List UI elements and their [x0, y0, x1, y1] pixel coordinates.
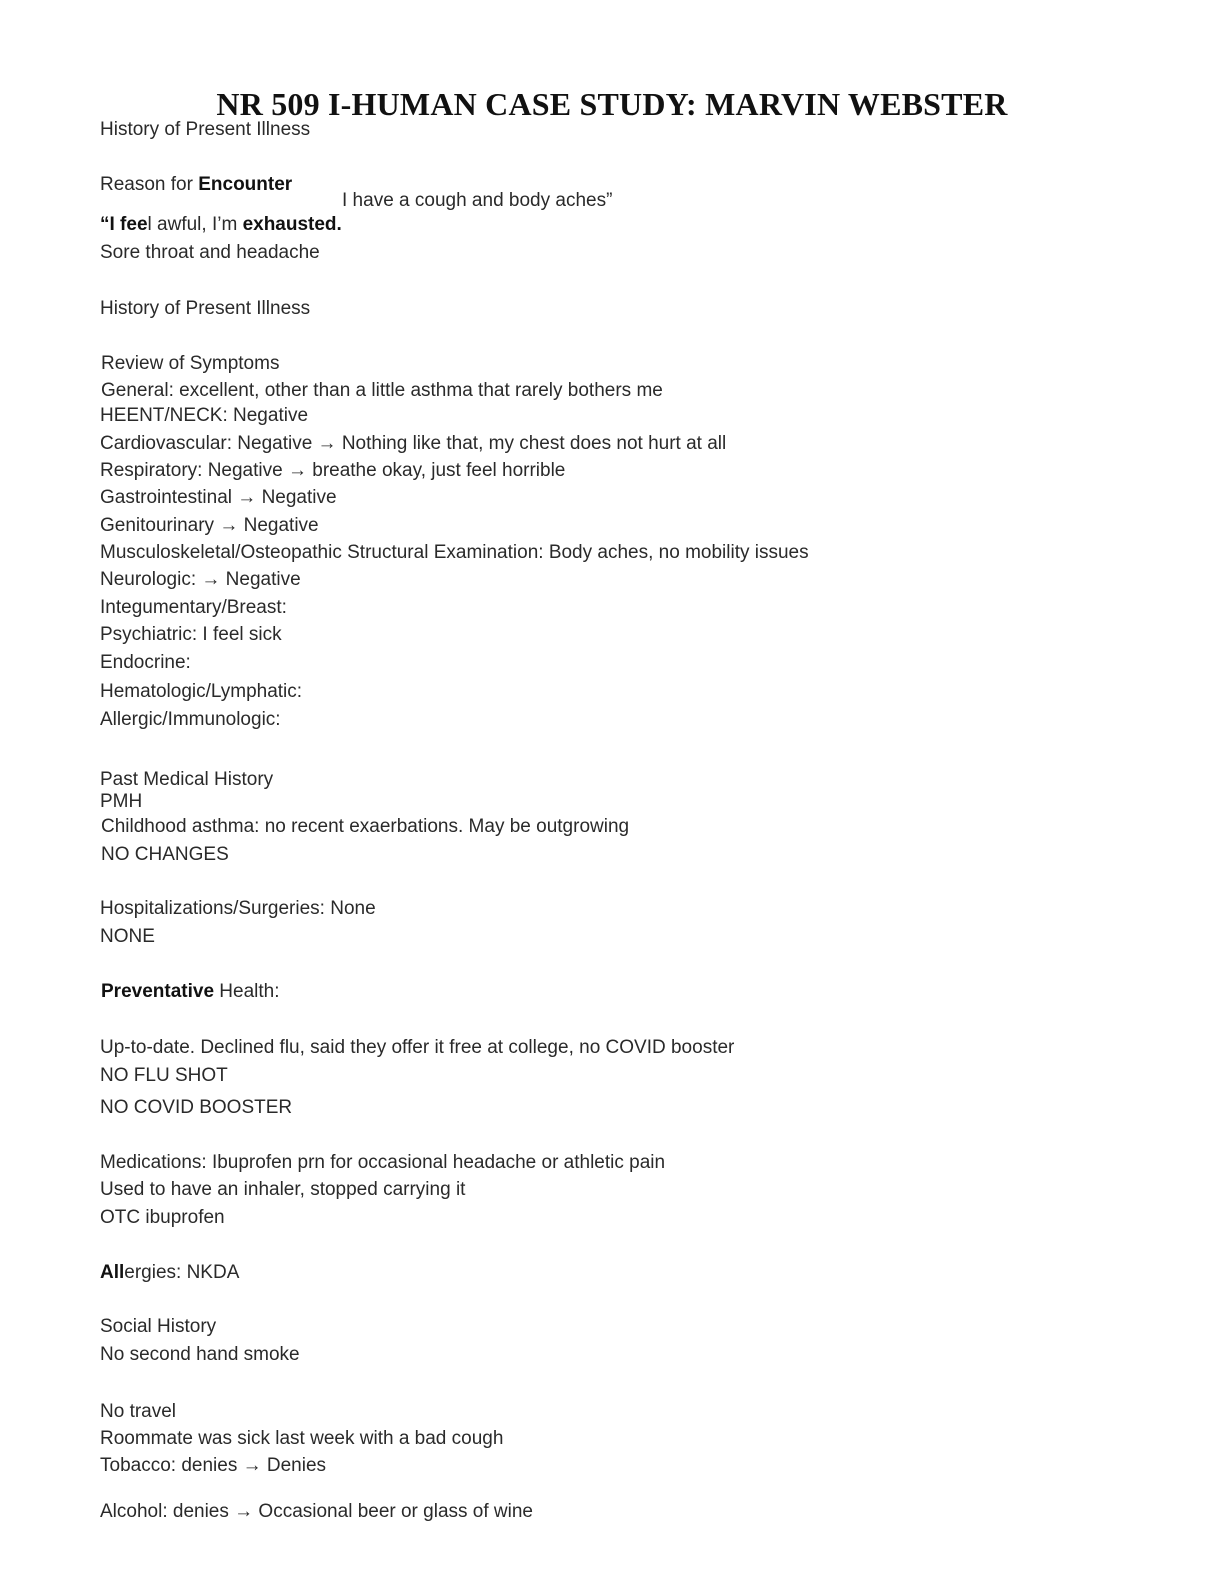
reason-quote-mid: l awful, I’m	[147, 214, 243, 235]
ros-item-endocrine: Endocrine:	[100, 652, 191, 673]
document-title: NR 509 I-HUMAN CASE STUDY: MARVIN WEBSTER	[216, 86, 1008, 122]
ros-item-musculoskeletal: Musculoskeletal/Osteopathic Structural Examination: Body aches, no mobility issues	[100, 542, 809, 563]
ros-item-psychiatric: Psychiatric: I feel sick	[100, 624, 282, 645]
allergies-label-bold: All	[100, 1262, 125, 1283]
hpi-header-2: History of Present Illness	[100, 298, 311, 319]
preventative-note-covid: NO COVID BOOSTER	[100, 1097, 293, 1118]
chief-complaint: Sore throat and headache	[100, 242, 320, 263]
ros-item-hematologic: Hematologic/Lymphatic:	[100, 681, 303, 702]
ros-header: Review of Symptoms	[101, 353, 280, 374]
pmh-header: Past Medical History	[100, 769, 274, 790]
hpi-header: History of Present Illness	[100, 119, 311, 140]
ros-item-neurologic: Neurologic: → Negative	[100, 569, 301, 590]
pmh-abbrev: PMH	[100, 791, 143, 812]
reason-label-bold: Encounter	[198, 174, 293, 195]
allergies-label-rest: ergies: NKDA	[124, 1262, 240, 1283]
ros-item-integumentary: Integumentary/Breast:	[100, 597, 287, 618]
allergies-line	[100, 1261, 239, 1285]
social-tobacco: Tobacco: denies → Denies	[100, 1455, 327, 1476]
reason-quote-open: “I fee	[100, 214, 148, 235]
pmh-hospitalizations-note: NONE	[100, 926, 155, 947]
preventative-label-rest: Health:	[214, 981, 280, 1002]
reason-label: Reason for	[100, 174, 199, 195]
ros-item-general: General: excellent, other than a little asthma that rarely bothers me	[101, 380, 663, 401]
preventative-note-flu: NO FLU SHOT	[100, 1065, 228, 1086]
preventative-health-label	[101, 980, 280, 1004]
ros-item-allergic: Allergic/Immunologic:	[100, 709, 281, 730]
preventative-detail: Up-to-date. Declined flu, said they offer it free at college, no COVID booster	[100, 1037, 735, 1058]
pmh-hospitalizations: Hospitalizations/Surgeries: None	[100, 898, 376, 919]
pmh-asthma: Childhood asthma: no recent exaerbations. May be outgrowing	[101, 816, 630, 837]
ros-item-respiratory: Respiratory: Negative → breathe okay, just feel horrible	[100, 460, 566, 481]
reason-for-encounter-label	[100, 173, 292, 197]
ros-item-heent: HEENT/NECK: Negative	[100, 405, 309, 426]
ros-item-cardiovascular: Cardiovascular: Negative → Nothing like that, my chest does not hurt at all	[100, 433, 727, 454]
reason-quote-bold: exhausted.	[242, 214, 342, 235]
social-roommate: Roommate was sick last week with a bad cough	[100, 1428, 504, 1449]
reason-quote	[100, 213, 342, 237]
social-smoke: No second hand smoke	[100, 1344, 300, 1365]
reason-quote-end: I have a cough and body aches”	[342, 190, 613, 211]
social-history-header: Social History	[100, 1316, 217, 1337]
social-travel: No travel	[100, 1401, 177, 1422]
social-alcohol: Alcohol: denies → Occasional beer or glass of wine	[100, 1501, 534, 1522]
medications-line-2: Used to have an inhaler, stopped carrying it	[100, 1179, 466, 1200]
ros-item-gastrointestinal: Gastrointestinal → Negative	[100, 487, 337, 508]
pmh-asthma-note: NO CHANGES	[101, 844, 229, 865]
ros-item-genitourinary: Genitourinary → Negative	[100, 515, 319, 536]
preventative-label-bold: Preventative	[101, 981, 215, 1002]
medications-line-1: Medications: Ibuprofen prn for occasional headache or athletic pain	[100, 1152, 666, 1173]
medications-line-3: OTC ibuprofen	[100, 1207, 225, 1228]
